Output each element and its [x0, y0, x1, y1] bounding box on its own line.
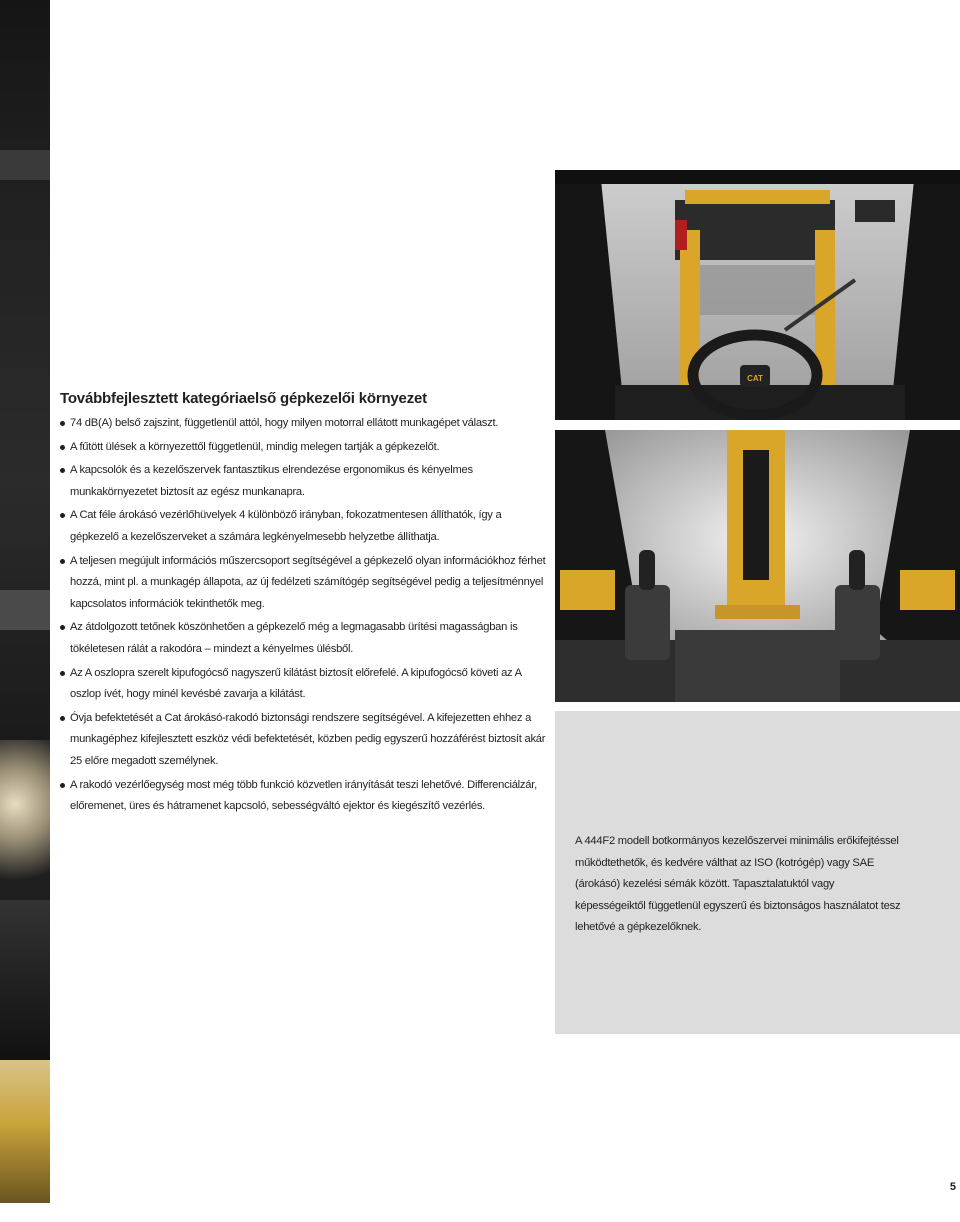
left-edge-photo [0, 0, 50, 1203]
bullet-icon [60, 468, 65, 473]
list-item-text: A teljesen megújult információs műszercsoport segítségével a gépkezelő olyan információkhoz férhet hozzá, mint pl. a munkagép állapota, az új fedélzeti számítógép segítségével pedig a teljesítménnyel kapcsolatos információk tekinthetők meg. [70, 554, 546, 610]
list-item [60, 551, 550, 616]
bullet-icon [60, 625, 65, 630]
cat-badge: CAT [747, 374, 763, 383]
list-item [60, 437, 550, 459]
list-item-text: A fűtött ülések a környezettől függetlenül, mindig melegen tartják a gépkezelőt. [70, 440, 440, 453]
section-title: Továbbfejlesztett kategóriaelső gépkezelői környezet [60, 390, 427, 407]
feature-list [60, 413, 550, 818]
feature-section [60, 390, 550, 820]
list-item-text: Az átdolgozott tetőnek köszönhetően a gépkezelő még a legmagasabb ürítési magasságban is tökéletesen rálát a rakodóra – mindezt a kényelmes ülésből. [70, 621, 518, 655]
list-item [60, 460, 550, 503]
list-item [60, 505, 550, 548]
list-item-text: Óvja befektetését a Cat árokásó-rakodó biztonsági rendszere segítségével. A kifejezetten ehhez a munkagéphez kifejlesztett eszköz védi befektetését, közben pedig egyszerű hozzáférést biztosít akár 25 előre megadott személynek. [70, 711, 546, 767]
list-item-text: 74 dB(A) belső zajszint, függetlenül attól, hogy milyen motorral ellátott munkagépet választ. [70, 417, 499, 429]
list-item-text: A kapcsolók és a kezelőszervek fantasztikus elrendezése ergonomikus és kényelmes munkakörnyezetet biztosít az egész munkanapra. [70, 464, 473, 498]
list-item-text: Az A oszlopra szerelt kipufogócső nagyszerű kilátást biztosít előrefelé. A kipufogócső követi az A oszlop ívét, hogy minél kevésbé zavarja a kilátást. [70, 666, 522, 701]
bullet-icon [60, 513, 65, 518]
bullet-icon [60, 445, 65, 450]
list-item [60, 663, 550, 706]
list-item [60, 617, 550, 660]
caption-box [555, 711, 960, 1034]
bullet-icon [60, 671, 65, 676]
caption-text: A 444F2 modell botkormányos kezelőszervei minimális erőkifejtéssel működtethetők, és kedvére válthat az ISO (kotrógép) vagy SAE (árokásó) kezelési sémák között. Tapasztalatuktól vagy képességeiktől függetlenül egyszerű és biztonságos használatot tesz lehetővé a gépkezelőknek. [575, 835, 901, 934]
page-number: 5 [949, 1181, 956, 1193]
list-item [60, 413, 550, 435]
cab-front-photo [555, 170, 960, 420]
list-item [60, 708, 550, 773]
list-item [60, 775, 550, 818]
bullet-icon [60, 559, 65, 564]
bullet-icon [60, 783, 65, 788]
list-item-text: A Cat féle árokásó vezérlőhüvelyek 4 különböző irányban, fokozatmentesen állíthatók, így a gépkezelő a kezelőszerveket a számára legkényelmesebb helyzetbe állíthatja. [70, 509, 502, 543]
list-item-text: A rakodó vezérlőegység most még több funkció közvetlen irányítását teszi lehetővé. Differenciálzár, előremenet, üres és hátramenet kapcsoló, sebességváltó ejektor és kiegészítő vezérlés. [70, 778, 537, 813]
bullet-icon [60, 716, 65, 721]
joystick-controls-photo [555, 430, 960, 702]
bullet-icon [60, 421, 65, 426]
